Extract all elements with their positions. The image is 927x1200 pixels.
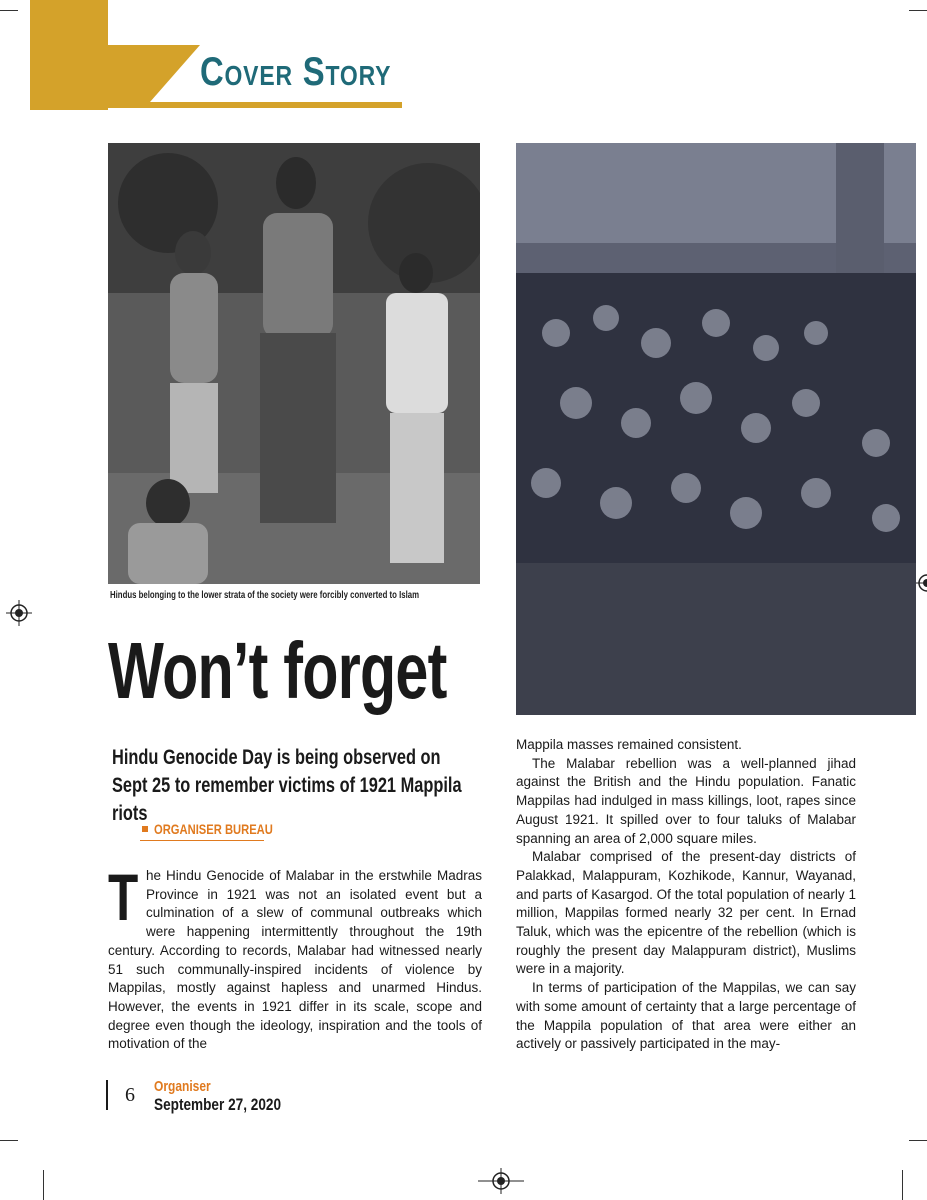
article-headline: Won’t forget <box>108 626 447 715</box>
registration-mark-icon <box>6 600 32 626</box>
crop-mark <box>909 10 927 11</box>
drop-cap: T <box>108 860 139 934</box>
crop-mark <box>0 1140 18 1141</box>
photo-caption: Hindus belonging to the lower strata of the society were forcibly converted to Islam <box>110 590 420 601</box>
article-paragraph: Malabar comprised of the present-day districts of Palakkad, Malappuram, Kozhikode, Kannur, Wayanad, and parts of Kasargod. Of the total population of nearly 1 million, Mappilas formed nearly 32 per cent. In Ernad Taluk, which was the epicentre of the rebellion (which is roughly the present day Malappuram district), Muslims were in a majority. <box>516 849 856 977</box>
article-paragraph: he Hindu Genocide of Malabar in the erstwhile Madras Province in 1921 was not an isolated event but a culmination of a slew of communal outbreaks which were happening intermittently throughout the 19th century. According to records, Malabar had witnessed nearly 51 such communally-inspired incidents of violence by Mappilas, mostly against hapless and unarmed Hindus. However, the events in 1921 differ in its scale, scope and degree even though the ideology, inspiration and the tools of motivation of the <box>108 868 482 1052</box>
crop-mark <box>43 1170 44 1200</box>
article-column-2 <box>516 736 856 1054</box>
footer-divider <box>106 1080 108 1110</box>
historical-photo-men <box>108 143 480 584</box>
article-column-1 <box>108 860 482 1054</box>
crop-mark <box>0 10 18 11</box>
crop-mark <box>909 1140 927 1141</box>
byline-bullet-icon <box>142 826 148 832</box>
header-underline <box>150 102 402 108</box>
crop-mark <box>902 1170 903 1200</box>
article-byline: ORGANISER BUREAU <box>154 821 273 837</box>
section-label: Cover Story <box>200 50 392 94</box>
publication-name: Organiser <box>154 1078 211 1095</box>
page-number: 6 <box>125 1084 135 1106</box>
article-paragraph: The Malabar rebellion was a well-planned jihad against the British and the Hindu population. Fanatic Mappilas had indulged in mass killings, loot, rapes since August 1921. It spilled over to four taluks of Malabar spanning an area of 2,000 square miles. <box>516 755 856 846</box>
byline-underline <box>140 840 264 841</box>
historical-photo-crowd <box>516 143 916 715</box>
article-paragraph: In terms of participation of the Mappilas, we can say with some amount of certainty that a large percentage of the Mappila population of that area were either an actively or passively participated in the may- <box>516 980 856 1052</box>
article-paragraph: Mappila masses remained consistent. <box>516 737 742 752</box>
article-subhead: Hindu Genocide Day is being observed on Sept 25 to remember victims of 1921 Mappila riots <box>112 746 462 825</box>
registration-mark-icon <box>478 1168 524 1194</box>
issue-date: September 27, 2020 <box>154 1095 282 1114</box>
